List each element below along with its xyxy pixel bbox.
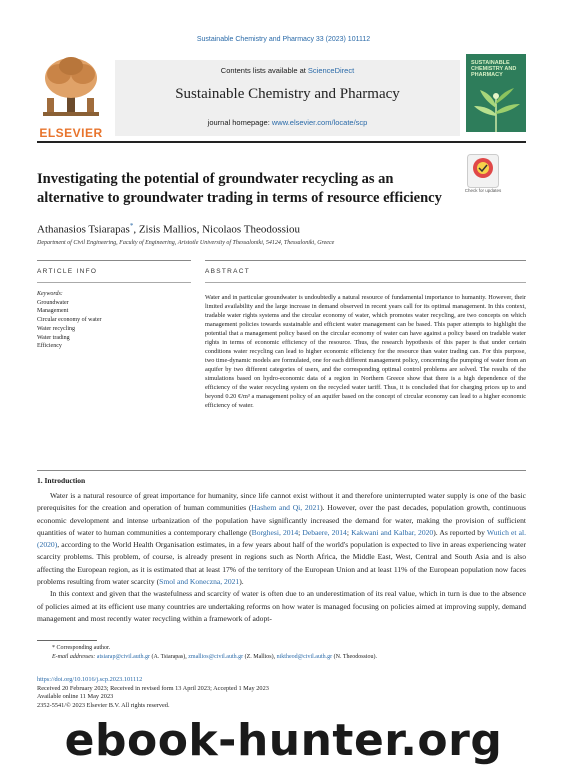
journal-homepage-link[interactable]: www.elsevier.com/locate/scp bbox=[271, 118, 368, 127]
paragraph-text: ). However, over the past decades, population growth, continuous economic development and intense urbanization of the population have significantly increased the demand for water, making the provision of sufficient quantities of water to human communities a contemporary challenge ( bbox=[37, 503, 526, 537]
email-owner: (A. Tsiarapas), bbox=[149, 654, 189, 660]
publisher-logo bbox=[37, 54, 105, 140]
author-list bbox=[37, 222, 300, 236]
journal-cover bbox=[466, 54, 526, 132]
citation-link[interactable]: Smol and Koneczna, 2021 bbox=[159, 577, 240, 587]
footnotes bbox=[52, 644, 377, 662]
homepage-line bbox=[115, 118, 460, 127]
doi-link[interactable]: https://doi.org/10.1016/j.scp.2023.101112 bbox=[37, 676, 143, 683]
paragraph-text: , according to the World Health Organisation estimates, in a few years about half of the world's population is expected to live in areas experiencing water scarcity problems. This problem, of course, is already present in regions such as North Africa, the Middle East, West, Central and South Asia and is also affecting the European region, as it is estimated that at least 17% of the territory of the European Union and at least 11% of the European population now faces problems resulting from water scarcity ( bbox=[37, 540, 526, 587]
introduction-paragraph: In this context and given that the wastefulness and scarcity of water is often due to an underestimation of its real value, which in turn is due to the absence of policies aimed at its efficient use many countries are undertaking reforms on how water is managed focusing on policies aimed at improving supply, demand management and most recently water recycling within a framework of adopt- bbox=[37, 589, 526, 623]
corresponding-author-note: * Corresponding author. bbox=[52, 645, 111, 651]
introduction-paragraph bbox=[37, 490, 526, 588]
email-addresses bbox=[52, 653, 377, 662]
publisher-name: ELSEVIER bbox=[39, 126, 103, 140]
keyword-item: Efficiency bbox=[37, 343, 62, 350]
contents-prefix: Contents lists available at bbox=[220, 66, 308, 75]
keyword-item: Groundwater bbox=[37, 299, 69, 306]
other-authors: , Zisis Mallios, Nicolaos Theodossiou bbox=[133, 223, 300, 236]
watermark-text: ebook-hunter.org bbox=[64, 715, 503, 766]
paragraph-text: ; bbox=[298, 527, 303, 537]
email-owner: (N. Theodossiou). bbox=[332, 654, 378, 660]
first-author[interactable]: Athanasios Tsiarapas bbox=[37, 223, 130, 236]
citation-link[interactable]: Hashem and Qi, 2021 bbox=[251, 503, 321, 513]
email-owner: (Z. Mallios), bbox=[243, 654, 277, 660]
article-history: Received 20 February 2023; Received in revised form 13 April 2023; Accepted 1 May 2023 bbox=[37, 684, 269, 692]
keywords-list bbox=[37, 290, 101, 351]
check-for-updates-icon[interactable] bbox=[467, 154, 499, 188]
abstract-price: 0.20 €/m³ bbox=[225, 393, 250, 400]
available-online: Available online 11 May 2023 bbox=[37, 693, 114, 700]
journal-header-box bbox=[115, 60, 460, 136]
citation-link[interactable]: Wutich et al. (2020) bbox=[37, 527, 526, 550]
check-for-updates-label: Check for updates bbox=[464, 188, 502, 193]
abstract-body-2: a management policy of an aquifer based on the concept of circular economy can lead to a higher economic efficiency of water. bbox=[205, 393, 526, 409]
journal-citation: Sustainable Chemistry and Pharmacy 33 (2023) 101112 bbox=[196, 36, 371, 43]
abstract-heading: ABSTRACT bbox=[205, 268, 251, 275]
keyword-item: Water trading bbox=[37, 334, 70, 341]
keyword-item: Circular economy of water bbox=[37, 317, 102, 324]
paragraph-text: ). As reported by bbox=[433, 527, 487, 537]
keywords-label: Keywords: bbox=[37, 291, 63, 297]
homepage-prefix: journal homepage: bbox=[207, 118, 272, 127]
article-metadata bbox=[37, 676, 269, 710]
introduction-body bbox=[37, 490, 526, 625]
email-label: E-mail addresses: bbox=[52, 654, 97, 660]
introduction-heading: 1. Introduction bbox=[37, 476, 86, 485]
paragraph-text: ; bbox=[346, 527, 352, 537]
cover-plant-illustration bbox=[466, 84, 526, 132]
contents-line bbox=[115, 66, 460, 75]
citation-link[interactable]: Borghesi, 2014 bbox=[251, 527, 299, 537]
cover-title: SUSTAINABLE CHEMISTRY AND PHARMACY bbox=[471, 60, 517, 78]
abstract-text bbox=[205, 293, 526, 410]
article-info-rule-bottom bbox=[37, 282, 191, 283]
keyword-item: Management bbox=[37, 308, 69, 315]
email-link[interactable]: niktheod@civil.auth.gr bbox=[276, 654, 333, 660]
journal-title: Sustainable Chemistry and Pharmacy bbox=[175, 86, 400, 102]
citation-link[interactable]: Debaere, 2014 bbox=[302, 527, 347, 537]
paragraph-text: ). bbox=[239, 577, 244, 587]
abstract-rule-top bbox=[205, 260, 526, 261]
footnote-rule bbox=[37, 640, 97, 641]
email-link[interactable]: atsiarap@civil.auth.gr bbox=[96, 654, 150, 660]
abstract-rule-end bbox=[37, 470, 526, 471]
abstract-rule-bottom bbox=[205, 282, 526, 283]
citation-link[interactable]: Kakwani and Kalbar, 2020 bbox=[351, 527, 434, 537]
keyword-item: Water recycling bbox=[37, 325, 75, 332]
corresponding-author-mark[interactable]: * bbox=[129, 222, 134, 230]
abstract-body-1: Water and in particular groundwater is undoubtedly a natural resource of fundamental importance to humanity. However, their limited availability and the large increase in demand observed in recent years call for its optimal management. In this context, tradable water rights systems and the circular economy of water, which promotes water recycling, are two concepts on which management policies towards sustainable and efficient water management can be based. This paper attempts to highlight the potential that a management policy based on the circular economy of water can have against a policy based on tradable water rights in terms of economic efficiency of the resource. Thus, the research hypothesis of this paper is that under certain conditions water recycling can lead to higher economic efficiency for the resource than water trading can. For this purpose, two time-dynamic models are formulated, one for each different management policy, concerning the pumping of water from an aquifer by two different categories of users, and the corresponding optimal control problems are solved. The results of the simulations based on hydro-economic data of a region in Northern Greece show that there is a high dependence of the efficiency of the water recycling system on the recycled water tariff. Thus, it is concluded that for charging prices up to and beyond bbox=[205, 294, 526, 400]
elsevier-tree-icon bbox=[37, 54, 105, 120]
copyright-line: 2352-5541/© 2023 Elsevier B.V. All rights reserved. bbox=[37, 701, 170, 709]
paragraph-text: Water is a natural resource of great importance for humanity, since life cannot exist without it and therefore uninterrupted water supply is one of the basic prerequisites for the creation and operation of human communities ( bbox=[37, 491, 526, 513]
article-info-heading: ARTICLE INFO bbox=[37, 268, 98, 275]
header-rule bbox=[37, 141, 526, 143]
email-link[interactable]: zmallios@civil.auth.gr bbox=[188, 654, 244, 660]
sciencedirect-link[interactable]: ScienceDirect bbox=[307, 66, 355, 75]
affiliation: Department of Civil Engineering, Faculty of Engineering, Aristotle University of Thessaloniki, 54124, Thessaloniki, Greece bbox=[37, 240, 335, 246]
article-title: Investigating the potential of groundwater recycling as an alternative to groundwater trading in terms of resource efficiency bbox=[37, 171, 442, 206]
article-info-rule-top bbox=[37, 260, 191, 261]
